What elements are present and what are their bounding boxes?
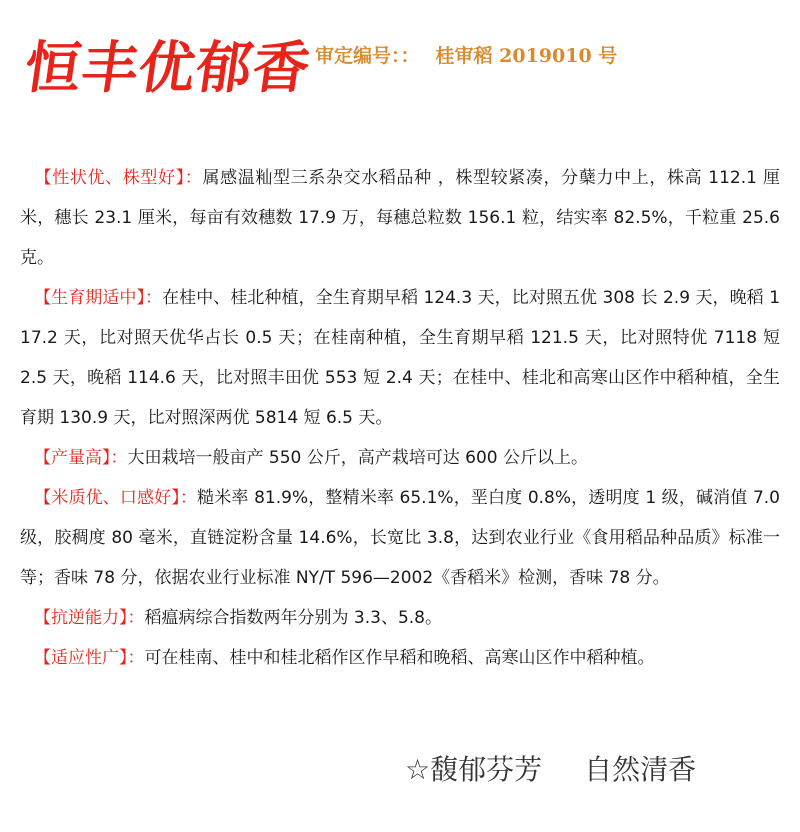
section-tag: 【米质优、口感好】：: [34, 488, 198, 508]
section-adaptability: [20, 638, 780, 678]
slogan-part2: 自然清香: [584, 753, 697, 786]
section-text: 可在桂南、桂中和桂北稻作区作早稻和晚稻、高寒山区作中稻种植。: [144, 648, 655, 668]
section-text: 稻瘟病综合指数两年分别为 3.3、5.8。: [144, 608, 442, 628]
registration-number: 桂审稻 2019010 号: [435, 45, 618, 67]
registration-label: 审定编号：：: [315, 45, 420, 67]
section-tag: 【性状优、株型好】：: [34, 168, 203, 188]
section-resistance: [20, 598, 780, 638]
brand-title: 恒丰优郁香: [20, 36, 315, 101]
section-traits: [20, 158, 780, 278]
registration-line: [315, 42, 617, 70]
section-tag: 【产量高】：: [34, 448, 128, 468]
section-text: 糙米率 81.9%，整精米率 65.1%，垩白度 0.8%，透明度 1 级，碱消值 7.0 级，胶稠度 80 毫米，直链淀粉含量 14.6%，长宽比 3.8，达到农业行业《食用稻品种品质》标准一等；香味 78 分，依据农业行业标准 NY/T 596—2002《香稻米》检测，香味 78 分。: [20, 488, 780, 588]
header: [20, 30, 780, 110]
section-growth-period: [20, 278, 780, 438]
section-text: 在桂中、桂北种植，全生育期早稻 124.3 天，比对照五优 308 长 2.9 天，晚稻 117.2 天，比对照天优华占长 0.5 天；在桂南种植，全生育期早稻 121.5 天，比对照特优 7118 短 2.5 天，晚稻 114.6 天，比对照丰田优 553 短 2.4 天；在桂中、桂北和高寒山区作中稻种植，全生育期 130.9 天，比对照深两优 5814 短 6.5 天。: [20, 288, 781, 428]
slogan: [405, 750, 696, 790]
section-text: 属感温籼型三系杂交水稻品种 ，株型较紧凑，分蘖力中上，株高 112.1 厘米，穗长 23.1 厘米，每亩有效穗数 17.9 万，每穗总粒数 156.1 粒，结实率 82.5%，千粒重 25.6 克。: [20, 168, 780, 268]
section-tag: 【适应性广】：: [34, 648, 145, 668]
section-quality: [20, 478, 780, 598]
section-tag: 【抗逆能力】：: [34, 608, 145, 628]
slogan-part1: ☆馥郁芬芳: [405, 753, 543, 786]
product-description: [20, 158, 780, 678]
section-tag: 【生育期适中】：: [34, 288, 163, 308]
section-yield: [20, 438, 780, 478]
section-text: 大田栽培一般亩产 550 公斤，高产栽培可达 600 公斤以上。: [127, 448, 589, 468]
